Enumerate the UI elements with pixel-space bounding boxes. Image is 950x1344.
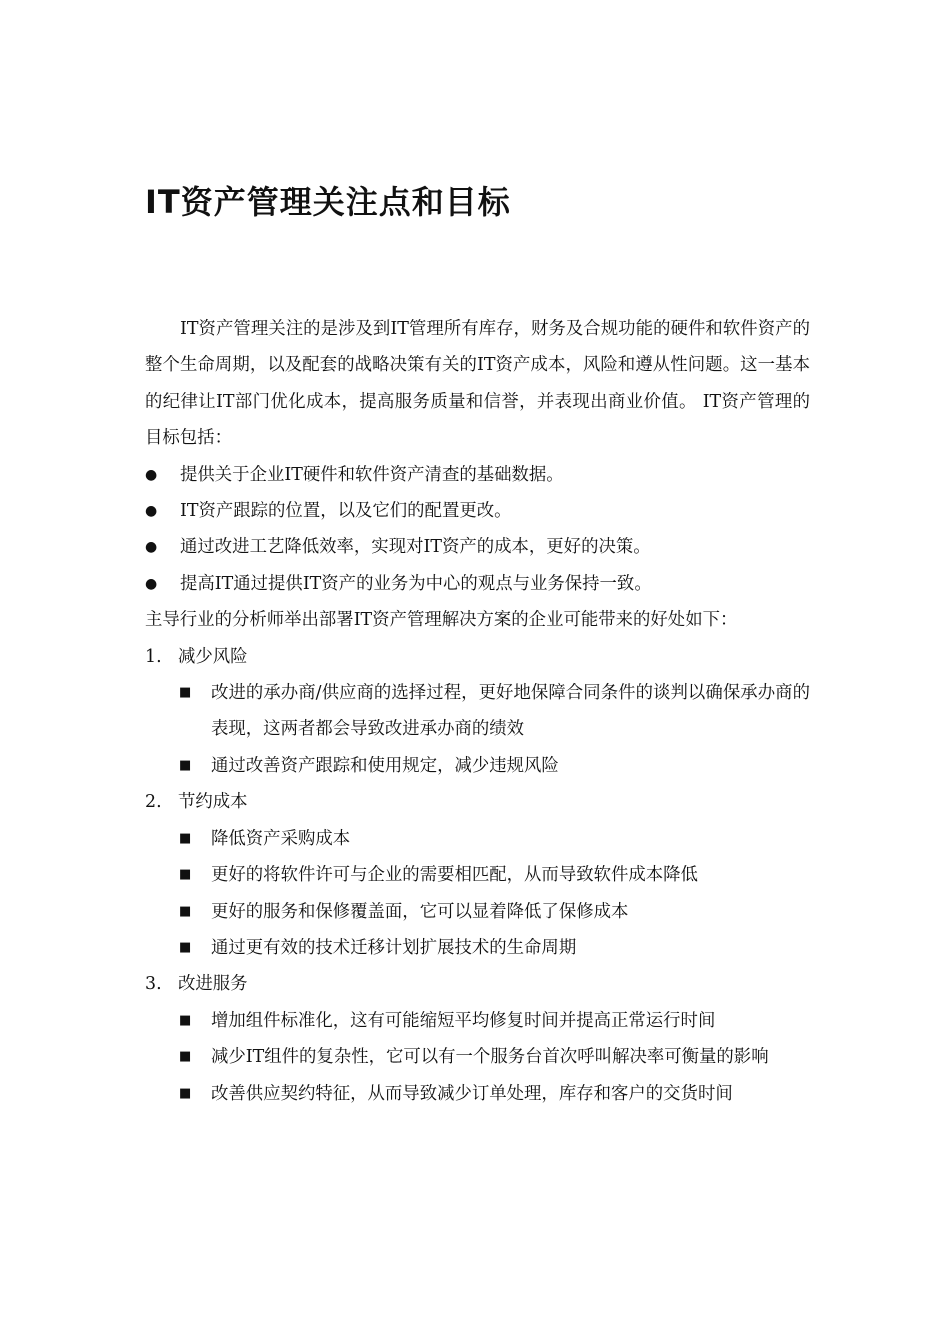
bullet-dot-icon: ● [145, 503, 158, 520]
benefit-item-text: 增加组件标准化，这有可能缩短平均修复时间并提高正常运行时间 [211, 1010, 716, 1031]
square-bullet-icon: ■ [179, 867, 192, 883]
goal-item [145, 529, 810, 565]
square-bullet-icon: ■ [179, 903, 192, 919]
benefit-item [179, 1076, 810, 1112]
benefit-item [179, 1003, 810, 1039]
benefit-number: 1. [145, 646, 162, 667]
benefit-title: 改进服务 [178, 974, 248, 995]
benefit-number: 2. [145, 792, 162, 813]
square-bullet-icon: ■ [179, 1085, 192, 1101]
square-bullet-icon: ■ [179, 1049, 192, 1065]
document-body [145, 311, 810, 1112]
benefit-item-text: 降低资产采购成本 [211, 828, 351, 849]
benefit-item-text: 通过改善资产跟踪和使用规定，减少违规风险 [211, 755, 559, 776]
benefits-intro: 主导行业的分析师举出部署IT资产管理解决方案的企业可能带来的好处如下： [145, 610, 738, 631]
benefit-title: 减少风险 [178, 646, 248, 667]
goals-list [145, 457, 810, 603]
benefit-heading [145, 784, 810, 820]
intro-paragraph: IT资产管理关注的是涉及到IT管理所有库存，财务及合规功能的硬件和软件资产的整个生命周期，以及配套的战略决策有关的IT资产成本，风险和遵从性问题。这一基本的纪律让IT部门优化成本，提高服务质量和信誉，并表现出商业价值。 IT资产管理的目标包括： [145, 319, 810, 449]
square-bullet-icon: ■ [179, 830, 192, 846]
goal-item [145, 457, 810, 493]
bullet-dot-icon: ● [145, 575, 158, 592]
benefit-item-text: 更好的服务和保修覆盖面，它可以显着降低了保修成本 [211, 901, 629, 922]
benefit-item-text: 改进的承办商/供应商的选择过程，更好地保障合同条件的谈判以确保承办商的表现，这两者都会导致改进承办商的绩效 [211, 683, 810, 740]
goal-item [145, 566, 810, 602]
goal-text: 通过改进工艺降低效率，实现对IT资产的成本，更好的决策。 [180, 537, 651, 558]
bullet-dot-icon: ● [145, 539, 158, 556]
benefits-list [145, 639, 810, 1112]
benefit-item [179, 821, 810, 857]
benefit-item-text: 改善供应契约特征，从而导致减少订单处理，库存和客户的交货时间 [211, 1083, 733, 1104]
benefit-number: 3. [145, 974, 162, 995]
benefit-item-text: 更好的将软件许可与企业的需要相匹配，从而导致软件成本降低 [211, 865, 698, 886]
square-bullet-icon: ■ [179, 1012, 192, 1028]
benefit-item [179, 748, 810, 784]
square-bullet-icon: ■ [179, 685, 192, 701]
benefit-heading [145, 639, 810, 675]
square-bullet-icon: ■ [179, 757, 192, 773]
document-title: IT资产管理关注点和目标 [145, 183, 511, 221]
goal-text: 提供关于企业IT硬件和软件资产清查的基础数据。 [180, 464, 564, 485]
goal-text: 提高IT通过提供IT资产的业务为中心的观点与业务保持一致。 [180, 573, 652, 594]
benefit-heading [145, 966, 810, 1002]
benefit-item [179, 1039, 810, 1075]
benefit-title: 节约成本 [178, 792, 248, 813]
benefit-item [179, 894, 810, 930]
benefit-item-text: 通过更有效的技术迁移计划扩展技术的生命周期 [211, 937, 577, 958]
benefit-item [179, 857, 810, 893]
goal-text: IT资产跟踪的位置，以及它们的配置更改。 [180, 501, 512, 522]
benefit-item-text: 减少IT组件的复杂性，它可以有一个服务台首次呼叫解决率可衡量的影响 [211, 1047, 769, 1068]
benefit-item [179, 675, 810, 748]
bullet-dot-icon: ● [145, 466, 158, 483]
square-bullet-icon: ■ [179, 939, 192, 955]
benefit-item [179, 930, 810, 966]
goal-item [145, 493, 810, 529]
